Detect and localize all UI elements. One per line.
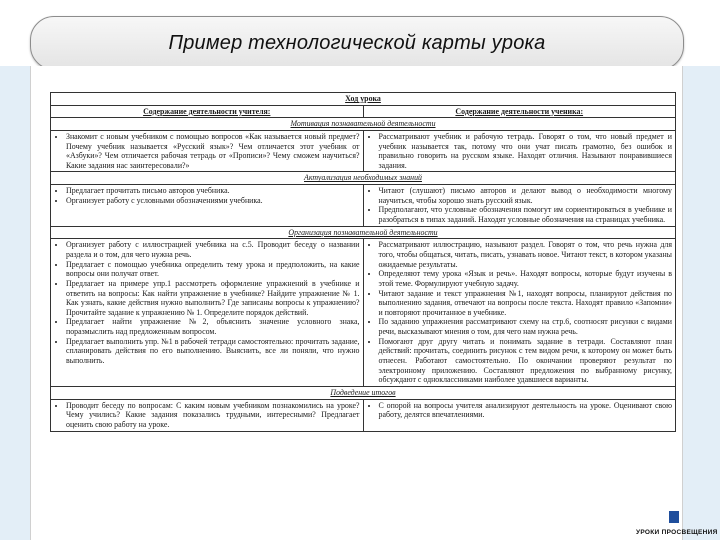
section-title: Подведение итогов <box>51 386 676 399</box>
student-activity-item: • Определяют тему урока «Язык и речь». Находят вопросы, которые будут изучены в этой теме. Формулируют учебную задачу. <box>379 269 673 288</box>
section-content-row <box>51 239 676 387</box>
student-activity-item: • Читают (слушают) письмо авторов и делают вывод о необходимости многому научиться, чтобы хорошо знать русский язык. <box>379 186 673 205</box>
column-header-student: Содержание деятельности ученика: <box>363 105 676 118</box>
section-title: Актуализация необходимых знаний <box>51 172 676 185</box>
student-activity-cell <box>363 399 676 431</box>
section-title-row <box>51 226 676 239</box>
header-row <box>51 105 676 118</box>
student-activity-cell <box>363 239 676 387</box>
student-activity-item: • По заданию упражнения рассматривают схему на стр.6, соотносят рисунки с видами речи, высказывают мнения о том, для чего нам нужна речь. <box>379 317 673 336</box>
student-activity-cell <box>363 185 676 227</box>
student-activity-item: • Рассматривают иллюстрацию, называют раздел. Говорят о том, что речь нужна для того, чтобы общаться, читать, писать, узнавать новое. Читают текст, в котором указаны ожидаемые результаты. <box>379 240 673 269</box>
student-activity-item: • С опорой на вопросы учителя анализируют деятельность на уроке. Оценивают свою работу, делятся впечатлениями. <box>379 401 673 420</box>
teacher-activity-cell <box>51 399 364 431</box>
section-title: Мотивация познавательной деятельности <box>51 118 676 131</box>
right-background-panel <box>681 66 720 540</box>
teacher-activity-item: • Предлагает с помощью учебника определить тему урока и предположить, на какие вопросы они получат ответ. <box>66 260 360 279</box>
student-activity-item: • Читают задание и текст упражнения №1, находят вопросы, планируют действия по выполнению задания, отвечают на вопросы после текста. Находят правило «Запомни» и повторяют прочитанное в учебнике. <box>379 289 673 318</box>
section-content-row <box>51 185 676 227</box>
teacher-activity-list <box>54 240 360 365</box>
publisher-logo-icon <box>669 511 679 523</box>
caption-row <box>51 93 676 106</box>
student-activity-list <box>367 401 673 420</box>
teacher-activity-list <box>54 186 360 205</box>
section-title-row <box>51 118 676 131</box>
table-caption: Ход урока <box>51 93 676 106</box>
teacher-activity-cell <box>51 185 364 227</box>
teacher-activity-item: • Предлагает выполнить упр. №1 в рабочей тетради самостоятельно: прочитать задание, спланировать действия по его выполнению. Выяснить, все ли поняли, что нужно выполнить. <box>66 337 360 366</box>
student-activity-list <box>367 240 673 385</box>
teacher-activity-list <box>54 401 360 430</box>
teacher-activity-item: • Предлагает на примере упр.1 рассмотреть оформление упражнений в учебнике и ответить на вопросы: Как найти упражнение в учебнике? Найдите упражнение № 1. Как узнать, какие действия нужно выполнить? Где записаны вопросы к упражнению? Прочитайте задание к упражнению № 1. Определите порядок действий. <box>66 279 360 318</box>
column-header-teacher: Содержание деятельности учителя: <box>51 105 364 118</box>
student-activity-item: • Предполагают, что условные обозначения помогут им сориентироваться в учебнике и разобраться в типах заданий. Находят условные обозначения на страницах учебника. <box>379 205 673 224</box>
slide-title: Пример технологической карты урока <box>168 31 546 54</box>
student-activity-item: • Рассматривают учебник и рабочую тетрадь. Говорят о том, что новый предмет и учебник называется так, потому что они учат писать грамотно, без ошибок и правильно говорить на русском языке. Находят отличия. Называют понравившиеся задания. <box>379 132 673 171</box>
teacher-activity-item: • Знакомит с новым учебником с помощью вопросов «Как называется новый предмет? Почему учебник называется «Русский язык»? Чем отличается этот учебник от «Азбуки»? Чем отличается рабочая тетрадь от «Прописи»? Чему сможем научиться? Какие задания нас заинтересовали?» <box>66 132 360 171</box>
publisher-name: УРОКИ ПРОСВЕЩЕНИЯ <box>636 529 718 536</box>
teacher-activity-item: • Проводит беседу по вопросам: С каким новым учебником познакомились на уроке? Чему учились? Какие задания показались трудными, интересными? Предлагает оценить свою работу на уроке. <box>66 401 360 430</box>
student-activity-item: • Помогают друг другу читать и понимать задание в тетради. Составляют план действий: прочитать, соединить рисунок с тем видом речи, к которому он может быть отнесен. Работают самостоятельно. По окончании проверяют результат по электронному приложению. Составляют предложения по выбранному рисунку, обсуждают с одноклассниками наиболее удавшиеся варианты. <box>379 337 673 385</box>
student-activity-list <box>367 132 673 171</box>
section-title: Организация познавательной деятельности <box>51 226 676 239</box>
lesson-table <box>50 92 676 432</box>
section-title-row <box>51 386 676 399</box>
teacher-activity-list <box>54 132 360 171</box>
teacher-activity-cell <box>51 130 364 172</box>
section-content-row <box>51 399 676 431</box>
teacher-activity-cell <box>51 239 364 387</box>
teacher-activity-item: • Организует работу с иллюстрацией учебника на с.5. Проводит беседу о названии раздела и о том, для чего нужна речь. <box>66 240 360 259</box>
teacher-activity-item: • Предлагает прочитать письмо авторов учебника. <box>66 186 360 196</box>
left-background-panel <box>0 66 30 540</box>
section-title-row <box>51 172 676 185</box>
section-content-row <box>51 130 676 172</box>
teacher-activity-item: • Организует работу с условными обозначениями учебника. <box>66 196 360 206</box>
teacher-activity-item: • Предлагает найти упражнение №2, объяснить значение условного знака, поразмыслить над предложенным вопросом. <box>66 317 360 336</box>
student-activity-cell <box>363 130 676 172</box>
student-activity-list <box>367 186 673 225</box>
title-banner <box>30 16 684 70</box>
publisher-logo <box>636 511 718 537</box>
